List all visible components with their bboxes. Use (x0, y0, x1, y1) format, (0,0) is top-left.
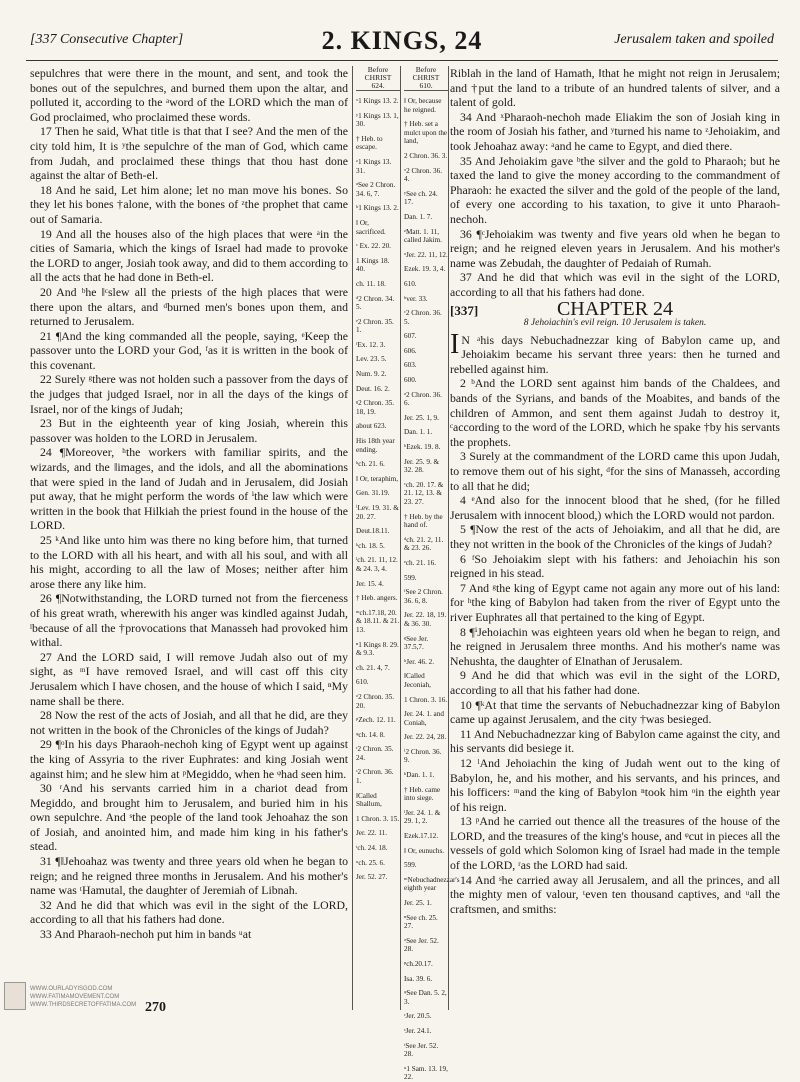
cross-reference: His 18th year ending. (356, 437, 395, 454)
left-text-column (30, 66, 348, 1014)
cross-reference: ᵖch.20.17. (404, 959, 433, 968)
book-chapter-title: 2. KINGS, 24 (321, 26, 483, 55)
cross-reference: ˢJer. 24.1. (404, 1026, 432, 1035)
verse-paragraph: 3 Surely at the commandment of the LORD came this upon Judah, to remove them out of his sight, ᵈfor the sins of Manasseh, according to all that he did; (450, 449, 780, 493)
ref-head-line: Before (367, 65, 389, 74)
ref-head-line: 610. (419, 81, 433, 90)
ref-head-line: CHRIST (412, 73, 440, 82)
cross-reference: ʰJer. 46. 2. (404, 657, 435, 666)
cross-reference: Jer. 24. 1. and Coniah, (404, 710, 444, 727)
cross-reference: ch. 11. 18. (356, 279, 386, 288)
ref-head-line: CHRIST (364, 73, 392, 82)
cross-reference: ᵘch. 25. 6. (356, 858, 385, 867)
cross-reference: ˡJer. 24. 1. & 29. 1, 2. (404, 808, 441, 826)
cross-reference: Num. 9. 2. (356, 370, 387, 379)
cross-reference: 2 Chron. 36. 3. (404, 151, 448, 160)
verse-paragraph: 29 ¶ᵒIn his days Pharaoh-nechoh king of Egypt went up against the king of Assyria to the river Euphrates: and king Josiah went against him; and he slew him at ᵖMegiddo, when he ᵠhad seen him. (30, 737, 348, 781)
chapter-summary: 8 Jehoiachin's evil reign. 10 Jerusalem is taken. (523, 318, 707, 329)
cross-reference: ᵒSee Jer. 52. 28. (404, 936, 439, 954)
cross-reference: ᵃSee 2 Chron. 34. 6, 7. (356, 181, 396, 198)
cross-reference: ᶠEx. 12. 3. (356, 340, 386, 349)
ref-head-line: 624. (371, 81, 385, 90)
column-rule (352, 66, 353, 1010)
verse-paragraph: 6 ᶠSo Jehoiakim slept with his fathers: and Jehoiachin his son reigned in his stead. (450, 551, 780, 581)
cross-reference: Deut. 16. 2. (356, 384, 390, 393)
right-text-column (450, 66, 780, 1014)
cross-reference: Jer. 22. 18, 19. & 36. 30. (404, 611, 447, 628)
cross-reference: ⁱLev. 19. 31. & 20. 27. (356, 504, 399, 521)
cross-reference: ˢ2 Chron. 36. 1. (356, 768, 394, 786)
verse-paragraph: 9 And he did that which was evil in the sight of the LORD, according to all that his father had done. (450, 668, 780, 697)
cross-reference: ‖ Or, sacrificed. (356, 218, 386, 236)
cross-reference: Dan. 1. 7. (404, 212, 433, 221)
chapter-consecutive-number: [337] (450, 302, 479, 318)
cross-reference: ʰch. 21. 6. (356, 460, 385, 469)
cross-reference: 603. (404, 361, 417, 370)
chapter-title: CHAPTER 24 (556, 297, 674, 320)
verse-paragraph: 17 Then he said, What title is that that I see? And the men of the city told him, It is ʸthe sepulchre of the man of God, which came from Judah, and proclaimed these things that thou hast done against the altar of Beth-el. (30, 124, 348, 183)
ref-list-b (404, 97, 460, 1082)
cross-reference: ˡch. 21. 11, 12. & 24. 3, 4. (356, 556, 398, 573)
cross-reference: ⁱ2 Chron. 36. 9. (404, 747, 442, 765)
cross-reference: Dan. 1. 1. (404, 428, 433, 437)
cross-reference: ‖ Or, teraphim, (356, 474, 399, 483)
verse-paragraph: 8 ¶ⁱJehoiachin was eighteen years old when he began to reign, and he reigned in Jerusalem three months. And his mother's name was Nehushta, the daughter of Elnathan of Jerusalem. (450, 624, 780, 668)
cross-reference: Jer. 15. 4. (356, 579, 384, 588)
cross-reference: ʸ1 Kings 13. 1, 30. (356, 111, 399, 129)
verse-paragraph: 10 ¶ᵏAt that time the servants of Nebuchadnezzar king of Babylon came up against Jerusalem, and the city †was besieged. (450, 697, 780, 727)
cross-reference: 600. (404, 376, 417, 385)
cross-reference: Jer. 25. 1. (404, 899, 432, 907)
cross-reference: ᵏDan. 1. 1. (404, 771, 435, 780)
verse-paragraph: 2 ᵇAnd the LORD sent against him bands of the Chaldees, and bands of the Syrians, and bands of the Moabites, and bands of the children of Ammon, and sent them against Judah to destroy it, ᶜaccording to the word of the LORD, which he spake †by his servants the prophets. (450, 376, 780, 449)
verse-paragraph: 31 ¶‖Jehoahaz was twenty and three years old when he began to reign; and he reigned three months in Jerusalem. And his mother's name was ᵗHamutal, the daughter of Jeremiah of Libnah. (30, 854, 348, 898)
cross-reference: ᵍSee Jer. 37.5,7. (404, 634, 429, 652)
cross-reference: Jer. 52. 27. (356, 873, 388, 882)
cross-reference: Gen. 31.19. (356, 489, 390, 498)
cross-reference: Jer. 25. 1, 9. (404, 413, 439, 422)
reference-column-b (402, 65, 460, 1082)
cross-reference: ᶜ Ex. 22. 20. (356, 242, 391, 251)
ref-head-line: Before (415, 65, 437, 74)
verse-paragraph: 26 ¶Notwithstanding, the LORD turned not from the fierceness of his great wrath, wherewith his anger was kindled against Judah, ˡbecause of all the †provocations that Manasseh had provoked him withal. (30, 591, 348, 650)
verse-paragraph: 33 And Pharaoh-nechoh put him in bands ᵘat (40, 927, 252, 942)
cross-reference: Ezek. 19. 3, 4. (404, 265, 446, 274)
cross-reference: ‖Called Jeconiah, (404, 672, 431, 689)
column-rule (400, 66, 401, 1010)
verse-paragraph: Riblah in the land of Hamath, ‖that he might not reign in Jerusalem; and †put the land to a tribute of an hundred talents of silver, and a talent of gold. (450, 66, 780, 110)
cross-reference: ᶜ2 Chron. 36. 5. (404, 309, 442, 326)
cross-reference: Isa. 39. 6. (404, 974, 433, 983)
watermark-line: WWW.OURLADYISGOD.COM (30, 986, 113, 992)
cross-reference: ᵉ2 Chron. 35. 1. (356, 317, 394, 335)
page-number: 270 (145, 1000, 166, 1015)
cross-reference: ᵏch. 18. 5. (356, 541, 385, 550)
cross-reference: ‖ Or, eunuchs. (404, 846, 445, 855)
cross-reference: ᵗch. 24. 18. (356, 844, 388, 853)
cross-reference: 1 Chron. 3. 16. (404, 695, 448, 704)
watermark-line: WWW.THIRDSECRETOFFATIMA.COM (30, 1002, 137, 1008)
verse-paragraph: 18 And he said, Let him alone; let no man move his bones. So they let his bones †alone, with the bones of ᶻthe prophet that came out of Samaria. (30, 182, 348, 226)
cross-reference: ᵠSee Dan. 5. 2, 3. (404, 989, 447, 1006)
cross-reference: Jer. 22. 11. (356, 829, 388, 838)
cross-reference: ᵉch. 21. 16. (404, 558, 436, 567)
verse-paragraph: 35 And Jehoiakim gave ᵇthe silver and the gold to Pharaoh; but he taxed the land to give the money according to the commandment of Pharaoh: he exacted the silver and the gold of the people of the land, of every one according to his taxation, to give it unto Pharaoh-nechoh. (450, 153, 780, 226)
verse-paragraph: 13 ᵖAnd he carried out thence all the treasures of the house of the LORD, and the treasures of the king's house, and ᵠcut in pieces all the vessels of gold which Solomon king of Israel had made in the temple of the LORD, ʳas the LORD had said. (450, 814, 780, 873)
verse-paragraph: IN ᵃhis days Nebuchadnezzar king of Babylon came up, and Jehoiakim became his servant three years: then he turned and rebelled against him. (450, 328, 780, 376)
cross-reference: ʳ2 Chron. 35. 24. (356, 745, 394, 762)
verse-paragraph: 19 And all the houses also of the high places that were ᵃin the cities of Samaria, which the kings of Israel had made to provoke the LORD to anger, Josiah took away, and did to them according to all the acts that he had done in Beth-el. (30, 226, 348, 285)
verse-paragraph: 12 ˡAnd Jehoiachin the king of Judah went out to the king of Babylon, he, and his mother, and his servants, and his princes, and his ‖officers: ᵐand the king of Babylon ⁿtook him ᵒin the eighth year of his reign. (450, 755, 780, 814)
verse-paragraph: 24 ¶Moreover, ʰthe workers with familiar spirits, and the wizards, and the ‖images, and the idols, and all the abominations that were spied in the land of Judah and in Jerusalem, did Josiah put away, that he might perform the words of ⁱthe law which were written in the book that Hilkiah the priest found in the house of the LORD. (30, 445, 348, 533)
cross-reference: Jer. 25. 9. & 32. 28. (404, 457, 440, 475)
cross-reference: Ezek.17.12. (404, 832, 439, 841)
cross-reference: 1 Kings 18. 40. (356, 256, 390, 274)
cross-reference: ᵈ2 Chron. 34. 5. (356, 294, 395, 312)
cross-reference: 606. (404, 346, 417, 355)
verse-paragraph: 28 Now the rest of the acts of Josiah, and all that he did, are they not written in the book of the Chronicles of the kings of Judah? (30, 708, 348, 737)
cross-reference: ᵇver. 33. (404, 294, 428, 303)
cross-reference: ‖Called Shallum, (356, 791, 382, 809)
cross-reference: ˣ2 Chron. 36. 4. (404, 166, 443, 184)
cross-reference: ᵃ2 Chron. 36. 6. (404, 390, 442, 408)
chapter-24-verses (450, 328, 780, 917)
cross-reference: Lev. 23. 5. (356, 355, 387, 364)
page-topic-heading: Jerusalem taken and spoiled (614, 32, 774, 47)
cross-reference: † Heb. came into siege. (404, 785, 441, 803)
cross-reference: 610. (356, 678, 369, 687)
reference-column-a (354, 66, 400, 1006)
verse-paragraph: 22 Surely ᵍthere was not holden such a passover from the days of the judges that judged Israel, nor in all the days of the kings of Israel, nor of the kings of Judah; (30, 372, 348, 416)
cross-reference: ᵇEzek. 19. 8. (404, 443, 441, 452)
cross-reference: † Heb. to escape. (356, 134, 383, 152)
cross-reference: about 623. (356, 422, 387, 431)
cross-reference: ᶜch. 20. 17. & 21. 12, 13. & 23. 27. (404, 480, 444, 506)
cross-reference: ᵍ2 Chron. 35. 18, 19. (356, 399, 395, 416)
cross-reference: † Heb. by the hand of. (404, 512, 443, 530)
cross-reference: ᶻMatt. 1. 11, called Jakim. (404, 227, 442, 245)
verse-paragraph: 14 And ˢhe carried away all Jerusalem, and all the princes, and all the mighty men of valour, ᵗeven ten thousand captives, and ᵘall the craftsmen, and smiths: (450, 872, 780, 916)
cross-reference: ᵃJer. 22. 11, 12. (404, 250, 448, 259)
cross-reference: † Heb. set a mulct upon the land, (404, 120, 448, 146)
verse-paragraph: 23 But in the eighteenth year of king Josiah, wherein this passover was holden to the LORD in Jerusalem. (30, 416, 348, 445)
consecutive-chapter-label: [337 Consecutive Chapter] (30, 32, 184, 47)
verse-paragraph: 36 ¶ᶜJehoiakim was twenty and five years old when he began to reign; and he reigned eleven years in Jerusalem. And his mother's name was Zebudah, the daughter of Pedaiah of Rumah. (450, 226, 780, 270)
cross-reference: ᵐNebuchadnezzar's eighth year (404, 875, 460, 893)
cross-reference: † Heb. angers. (356, 594, 398, 603)
cross-reference: ‖ Or, because he reigned. (404, 97, 442, 114)
cross-reference: ᵇ1 Kings 13. 2. (356, 204, 399, 213)
column-rule (448, 66, 449, 1010)
cross-reference: ʳJer. 20.5. (404, 1012, 432, 1021)
verse-paragraph: 25 ᵏAnd like unto him was there no king before him, that turned to the LORD with all his heart, and with all his soul, and with all his might, according to all the law of Moses; neither after him arose there any like him. (30, 533, 348, 591)
cross-reference: ⁿ1 Kings 8. 29. & 9.3. (356, 640, 399, 658)
cross-reference: ˣ1 Kings 13. 2. (356, 97, 399, 105)
cross-reference: ᵈch. 21. 2, 11. & 23. 26. (404, 535, 444, 553)
ref-head-b (404, 66, 448, 91)
watermark-line: WWW.FATIMAMOVEMENT.COM (30, 994, 120, 1000)
verse-paragraph: 37 And he did that which was evil in the sight of the LORD, according to all that his fathers had done. (450, 270, 780, 299)
cross-reference: ᵗSee Jer. 52. 28. (404, 1041, 439, 1059)
watermark (6, 985, 137, 1009)
verse-paragraph: 34 And ˣPharaoh-nechoh made Eliakim the son of Josiah king in the room of Josiah his father, and ʸturned his name to ᶻJehoiakim, and took Jehoahaz away: ᵃand he came to Egypt, and died there. (450, 109, 780, 153)
cross-reference: ⁿSee ch. 25. 27. (404, 913, 438, 931)
verse-paragraph: 27 And the LORD said, I will remove Judah also out of my sight, as ᵐI have removed Israel, and will cast off this city Jerusalem which I have chosen, and the house of which I said, ⁿMy name shall be there. (30, 649, 348, 708)
right-top-verses (450, 66, 780, 300)
cross-reference: 599. (404, 861, 417, 870)
cross-reference: ᶠSee 2 Chron. 36. 6, 8. (404, 588, 443, 605)
cross-reference: ᵠch. 14. 8. (356, 730, 385, 739)
cross-reference: 1 Chron. 3. 15. (356, 814, 400, 823)
verse-paragraph: 32 And he did that which was evil in the sight of the LORD, according to all that his fathers had done. (30, 897, 348, 927)
verse-paragraph: 21 ¶And the king commanded all the people, saying, ᵉKeep the passover unto the LORD your God, ᶠas it is written in the book of this covenant. (30, 328, 348, 372)
verse-paragraph: 20 And ᵇhe ‖ᶜslew all the priests of the high places that were there upon the altars, and ᵈburned men's bones upon them, and returned to Jerusalem. (30, 284, 348, 329)
cross-reference: 610. (404, 279, 417, 288)
verse-paragraph: 4 ᵉAnd also for the innocent blood that he shed, (for he filled Jerusalem with innocent blood,) which the LORD would not pardon. (450, 493, 780, 522)
chapter-heading (450, 297, 780, 320)
cross-reference: ᵐch.17.18, 20. & 18.11. & 21. 13. (356, 608, 400, 634)
verse-paragraph: 7 And ᵍthe king of Egypt came not again any more out of his land: for ʰthe king of Babylon had taken from the river of Egypt unto the river Euphrates all that pertained to the king of Egypt. (450, 580, 780, 624)
cross-reference: ᵖZech. 12. 11. (356, 716, 396, 725)
cross-reference: ᵒ2 Chron. 35. 20. (356, 692, 395, 710)
verse-paragraph: 5 ¶Now the rest of the acts of Jehoiakim, and all that he did, are they not written in the book of the Chronicles of the kings of Judah? (450, 522, 780, 551)
cross-reference: Jer. 22. 24, 28. (404, 733, 447, 742)
cross-reference: Deut.18.11. (356, 527, 390, 536)
cross-reference: 599. (404, 573, 417, 582)
cross-reference: ᶻ1 Kings 13. 31. (356, 157, 392, 175)
verse-paragraph: sepulchres that were there in the mount, and sent, and took the bones out of the sepulchres, and burned them upon the altar, and polluted it, according to the ᵃword of the LORD which the man of God proclaimed, who proclaimed these words. (30, 66, 348, 124)
running-header (26, 26, 778, 61)
cross-reference: ʸSee ch. 24. 17. (404, 189, 438, 207)
cross-reference: ch. 21. 4, 7. (356, 663, 390, 672)
cross-reference: ᵘ1 Sam. 13. 19, 22. (404, 1064, 448, 1082)
verse-paragraph: 30 ʳAnd his servants carried him in a chariot dead from Megiddo, and brought him to Jerusalem, and buried him in his own sepulchre. And ˢthe people of the land took Jehoahaz the son of Josiah, and anointed him, and made him king in his father's stead. (30, 781, 348, 854)
verse-paragraph: 11 And Nebuchadnezzar king of Babylon came against the city, and his servants did besiege it. (450, 726, 780, 756)
cross-reference: 607. (404, 332, 417, 341)
ref-head-a (356, 66, 400, 91)
ref-list-a (356, 97, 400, 882)
